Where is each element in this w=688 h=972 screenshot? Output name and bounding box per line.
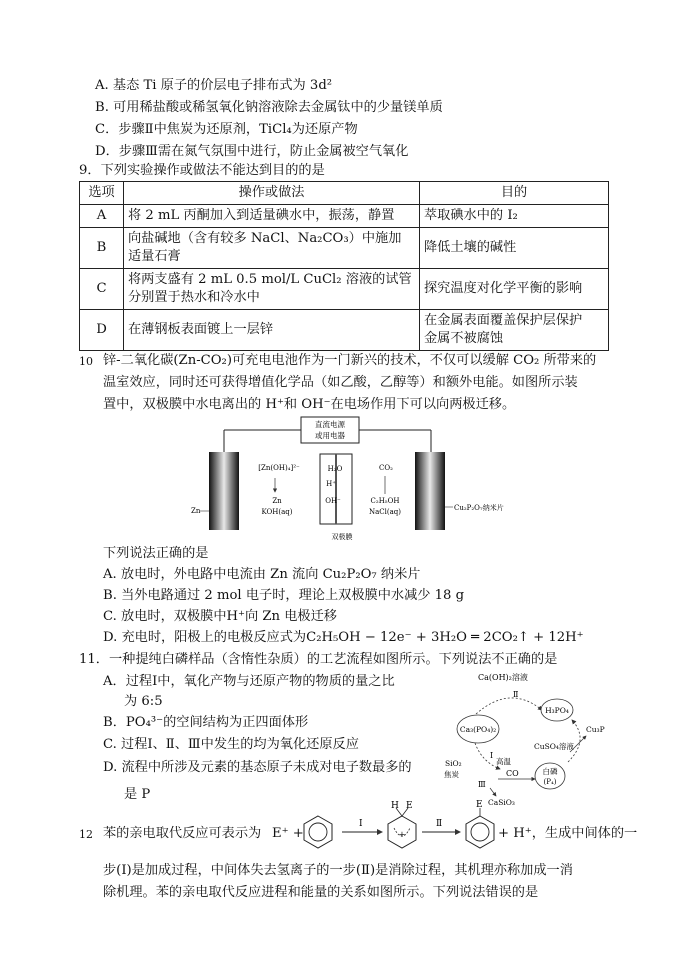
row-operation-line1: 向盐碱地（含有较多 NaCl、Na₂CO₃）中施加 xyxy=(128,231,402,246)
step-iii: Ⅲ xyxy=(478,780,486,789)
row-goal: 萃取碘水中的 I₂ xyxy=(420,205,609,228)
q10-option-c: C. 放电时，双极膜中H⁺向 Zn 电极迁移 xyxy=(103,609,337,624)
membrane-oh: OH⁻ xyxy=(325,497,341,505)
header-goal: 目的 xyxy=(420,182,609,205)
membrane-h2o: H₂O xyxy=(327,465,343,473)
koh-solution: KOH(aq) xyxy=(261,508,293,516)
row-operation xyxy=(124,269,420,310)
zn-electrode xyxy=(209,452,239,530)
q10-stem: 下列说法正确的是 xyxy=(103,546,209,561)
row-operation-line2: 分别置于热水和冷水中 xyxy=(128,290,260,305)
q8-option-c: C．步骤Ⅱ中焦炭为还原剂，TiCl₄为还原产物 xyxy=(95,122,358,137)
q10-line1: 锌-二氧化碳(Zn-CO₂)可充电电池作为一门新兴的技术，不仅可以缓解 CO₂ 所带来的 xyxy=(103,353,597,368)
q10-option-b: B. 当外电路通过 2 mol 电子时，理论上双极膜中水减少 18 g xyxy=(103,588,465,603)
q11-option-a-line2: 为 6:5 xyxy=(124,694,163,709)
membrane-label: 双极膜 xyxy=(331,533,353,541)
sio2-label: SiO₂ xyxy=(445,759,462,768)
q12-eplus: E⁺ + xyxy=(272,826,304,841)
ca3po42-label: Ca₃(PO₄)₂ xyxy=(459,725,497,734)
q10-line2: 温室效应，同时还可获得增值化学品（如乙酸，乙醇等）和额外电能。如图所示装 xyxy=(103,375,578,390)
q12-number: 12 xyxy=(79,828,93,841)
high-temp-label: 高温 xyxy=(496,757,511,766)
positive-charge: + xyxy=(398,830,406,839)
cuso4-label: CuSO₄溶液 xyxy=(534,742,574,751)
table-header-row xyxy=(80,182,609,205)
power-label-2: 或用电器 xyxy=(315,431,345,440)
table-row xyxy=(80,269,609,310)
caoh2-label: Ca(OH)₂溶液 xyxy=(478,673,528,682)
row-goal-line1: 在金属表面覆盖保护层保护 xyxy=(424,313,583,328)
zn-metal: Zn xyxy=(272,497,282,505)
zincate-ion: [Zn(OH)₄]²⁻ xyxy=(258,464,300,472)
membrane-h-plus: H⁺ xyxy=(326,480,336,488)
q12-line3: 除机理。苯的亲电取代反应进程和能量的关系如图所示。下列说法错误的是 xyxy=(103,885,539,900)
table-row xyxy=(80,205,609,228)
product-e-label: E xyxy=(476,800,483,810)
row-operation xyxy=(124,228,420,269)
q8-option-d: D．步骤Ⅲ需在氮气氛围中进行，防止金属被空气氧化 xyxy=(95,144,409,159)
row-operation-line1: 将两支盛有 2 mL 0.5 mol/L CuCl₂ 溶液的试管 xyxy=(128,272,412,287)
q12-tail: + H⁺，生成中间体的一 xyxy=(498,826,638,841)
q11-option-d-line1: D. 流程中所涉及元素的基态原子未成对电子数最多的 xyxy=(103,760,412,775)
q10-option-a: A. 放电时，外电路中电流由 Zn 流向 Cu₂P₂O₇ 纳米片 xyxy=(103,567,421,582)
row-goal xyxy=(420,310,609,351)
e-atom-label: E xyxy=(406,801,413,811)
row-goal: 探究温度对化学平衡的影响 xyxy=(420,269,609,310)
header-option: 选项 xyxy=(80,182,124,205)
step-ii-label: Ⅱ xyxy=(436,819,443,829)
row-option: B xyxy=(80,228,124,269)
q8-option-b: B. 可用稀盐酸或稀氢氧化钠溶液除去金属钛中的少量镁单质 xyxy=(95,100,443,115)
q9-stem: 9．下列实验操作或做法不能达到目的的是 xyxy=(79,163,325,178)
cu3p-label: Cu₃P xyxy=(586,725,605,734)
q12-prefix: 苯的亲电取代反应可表示为 xyxy=(103,826,262,841)
cu2p2o7-electrode xyxy=(415,452,445,530)
co-label: CO xyxy=(506,769,519,778)
white-phosphorus-label: 白磷 xyxy=(542,767,558,776)
cu2p2o7-electrode-label: Cu₂P₂O₇纳米片 xyxy=(454,504,504,512)
q11-option-b: B．PO₄³⁻的空间结构为正四面体形 xyxy=(103,715,309,730)
q11-flow-figure xyxy=(440,670,620,808)
row-operation: 在薄钢板表面镀上一层锌 xyxy=(124,310,420,351)
row-operation: 将 2 mL 丙酮加入到适量碘水中，振荡，静置 xyxy=(124,205,420,228)
row-option: D xyxy=(80,310,124,351)
product-ring xyxy=(466,816,494,848)
q11-option-c: C. 过程Ⅰ、Ⅱ、Ⅲ中发生的均为氧化还原反应 xyxy=(103,737,359,752)
q10-line3: 置中，双极膜中水电离出的 H⁺和 OH⁻在电场作用下可以向两极迁移。 xyxy=(103,397,516,412)
header-operation: 操作或做法 xyxy=(124,182,420,205)
row-goal: 降低土壤的碱性 xyxy=(420,228,609,269)
ethanol-label: C₂H₅OH xyxy=(370,497,400,505)
q11-stem: 11．一种提纯白磷样品（含惰性杂质）的工艺流程如图所示。下列说法不正确的是 xyxy=(79,652,558,667)
row-goal-line2: 金属不被腐蚀 xyxy=(424,331,504,346)
zn-electrode-label: Zn xyxy=(191,507,201,515)
q10-option-d: D. 充电时，阳极上的电极反应式为C₂H₅OH − 12e⁻ + 3H₂O ═ 2CO₂↑ + 12H⁺ xyxy=(103,630,584,645)
q11-option-d-line2: 是 P xyxy=(124,787,151,802)
q9-table xyxy=(79,181,609,351)
coke-label: 焦炭 xyxy=(444,770,459,779)
table-row xyxy=(80,310,609,351)
co2-label: CO₂ xyxy=(379,464,393,472)
q10-number: 10 xyxy=(79,355,93,368)
q11-option-a-line1: A．过程Ⅰ中，氧化产物与还原产物的物质的量之比 xyxy=(103,674,395,689)
white-phosphorus-formula: (P₄) xyxy=(543,778,557,786)
row-option: C xyxy=(80,269,124,310)
step-i: Ⅰ xyxy=(490,751,494,760)
q10-battery-figure xyxy=(185,414,525,549)
h-atom-label: H xyxy=(391,801,399,811)
benzene-ring xyxy=(304,816,332,848)
power-label-1: 直流电源 xyxy=(315,420,345,429)
row-operation-line2: 适量石膏 xyxy=(128,249,181,264)
step-ii: Ⅱ xyxy=(513,690,519,699)
nacl-solution: NaCl(aq) xyxy=(368,508,402,516)
q12-mechanism-figure xyxy=(302,800,512,858)
h3po4-label: H₃PO₄ xyxy=(545,706,569,715)
table-row xyxy=(80,228,609,269)
casio3-label: CaSiO₃ xyxy=(488,798,515,807)
step-i-label: Ⅰ xyxy=(359,819,363,829)
row-option: A xyxy=(80,205,124,228)
q8-option-a: A. 基态 Ti 原子的价层电子排布式为 3d² xyxy=(95,78,333,93)
q12-line2: 步(Ⅰ)是加成过程，中间体失去氢离子的一步(Ⅱ)是消除过程，其机理亦称加成一消 xyxy=(103,863,573,878)
